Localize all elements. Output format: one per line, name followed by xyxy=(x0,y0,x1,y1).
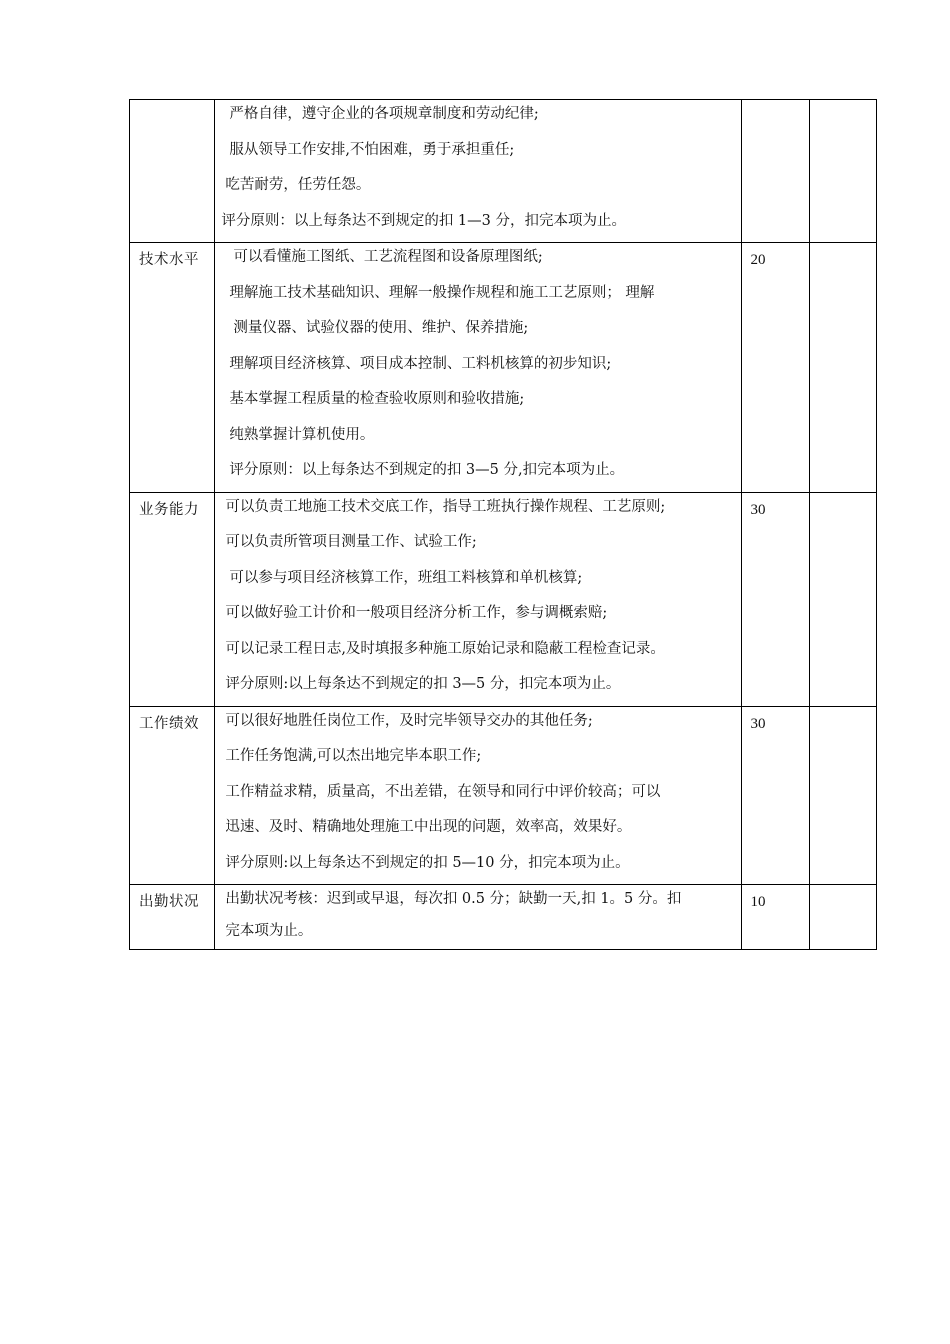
criteria-line: 评分原则：以上每条达不到规定的扣 3—5 分,扣完本项为止。 xyxy=(229,462,625,478)
category-cell xyxy=(130,100,215,243)
category-label: 业务能力 xyxy=(139,501,199,518)
score-value: 20 xyxy=(750,252,766,268)
criteria-line: 纯熟掌握计算机使用。 xyxy=(229,426,375,443)
score-value: 30 xyxy=(750,501,766,518)
criteria-line: 测量仪器、试验仪器的使用、维护、保养措施; xyxy=(233,320,529,336)
score-cell xyxy=(742,243,809,493)
criteria-cell xyxy=(215,706,742,885)
category-label xyxy=(130,100,214,106)
table-row xyxy=(130,243,877,493)
criteria-line: 可以参与项目经济核算工作，班组工料核算和单机核算; xyxy=(229,569,583,586)
criteria-line: 完本项为止。 xyxy=(225,923,313,939)
criteria-line: 出勤状况考核：迟到或早退，每次扣 0.5 分；缺勤一天,扣 1。5 分。扣 xyxy=(225,891,682,907)
score-cell xyxy=(742,492,809,706)
criteria-line: 理解施工技术基础知识、理解一般操作规程和施工工艺原则； 理解 xyxy=(229,284,655,301)
criteria-line: 评分原则:以上每条达不到规定的扣 5—10 分，扣完本项为止。 xyxy=(225,854,630,871)
criteria-cell xyxy=(215,885,742,950)
rating-cell xyxy=(809,706,876,885)
table-row xyxy=(130,100,877,243)
score-value: 30 xyxy=(750,715,766,732)
category-cell xyxy=(130,885,215,950)
table-row xyxy=(130,492,877,706)
rating-cell xyxy=(809,885,876,950)
score-value: 10 xyxy=(750,894,766,910)
table-row xyxy=(130,885,877,950)
score-cell xyxy=(742,885,809,950)
category-cell xyxy=(130,492,215,706)
criteria-cell xyxy=(215,243,742,493)
criteria-line: 评分原则:以上每条达不到规定的扣 3—5 分，扣完本项为止。 xyxy=(225,676,621,692)
score-cell xyxy=(742,100,809,243)
criteria-line: 严格自律，遵守企业的各项规章制度和劳动纪律; xyxy=(229,106,539,122)
criteria-line: 工作任务饱满,可以杰出地完毕本职工作; xyxy=(225,748,482,764)
criteria-line: 基本掌握工程质量的检查验收原则和验收措施; xyxy=(229,391,525,407)
category-label: 出勤状况 xyxy=(139,894,199,910)
criteria-line: 可以做好验工计价和一般项目经济分析工作，参与调概索赔; xyxy=(225,605,608,621)
evaluation-table xyxy=(129,99,877,950)
category-label: 技术水平 xyxy=(139,252,199,268)
rating-cell xyxy=(809,100,876,243)
evaluation-table-body xyxy=(130,100,877,950)
score-cell xyxy=(742,706,809,885)
criteria-cell xyxy=(215,100,742,243)
category-cell xyxy=(130,706,215,885)
criteria-line: 服从领导工作安排,不怕困难，勇于承担重任; xyxy=(229,141,515,158)
table-row xyxy=(130,706,877,885)
rating-cell xyxy=(809,492,876,706)
rating-cell xyxy=(809,243,876,493)
criteria-line: 可以记录工程日志,及时填报多种施工原始记录和隐蔽工程检查记录。 xyxy=(225,640,665,657)
criteria-line: 可以负责所管项目测量工作、试验工作; xyxy=(225,534,477,550)
criteria-line: 评分原则：以上每条达不到规定的扣 1—3 分，扣完本项为止。 xyxy=(221,212,626,229)
criteria-line: 迅速、及时、精确地处理施工中出现的问题，效率高，效果好。 xyxy=(225,819,632,835)
criteria-line: 可以很好地胜任岗位工作，及时完毕领导交办的其他任务; xyxy=(225,712,593,729)
criteria-line: 工作精益求精，质量高，不出差错，在领导和同行中评价较高；可以 xyxy=(225,783,661,800)
criteria-line: 可以看懂施工图纸、工艺流程图和设备原理图纸; xyxy=(233,249,543,265)
criteria-cell xyxy=(215,492,742,706)
category-cell xyxy=(130,243,215,493)
criteria-line: 吃苦耐劳，任劳任怨。 xyxy=(225,177,371,193)
category-label: 工作绩效 xyxy=(139,715,199,732)
score-value xyxy=(742,100,808,106)
criteria-line: 可以负责工地施工技术交底工作，指导工班执行操作规程、工艺原则; xyxy=(225,498,666,515)
criteria-line: 理解项目经济核算、项目成本控制、工料机核算的初步知识; xyxy=(229,355,612,372)
